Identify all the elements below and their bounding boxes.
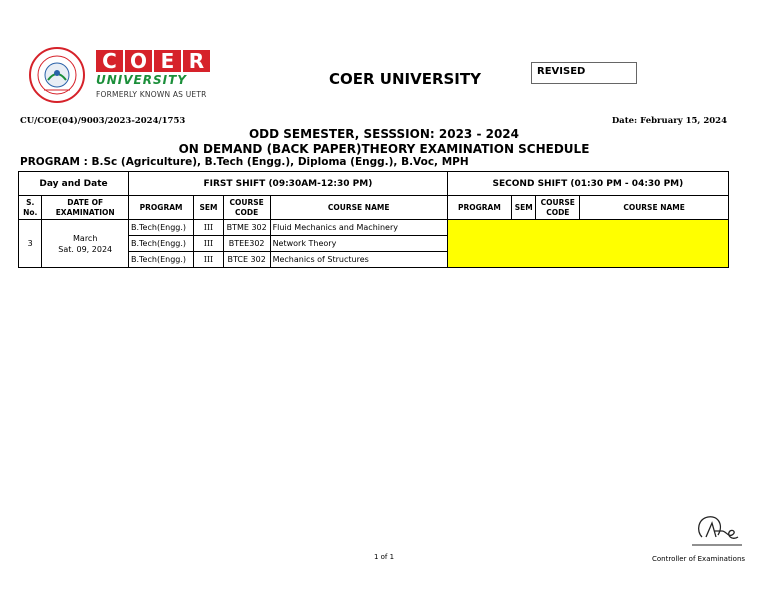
program-cell: B.Tech(Engg.) (129, 252, 194, 268)
signature-icon (688, 507, 744, 551)
program-header-second-shift: PROGRAM (447, 196, 511, 220)
logo-letter: E (154, 50, 181, 72)
course-code-header-second-shift: COURSE CODE (536, 196, 580, 220)
university-seal-logo (24, 46, 90, 104)
logo-letter: C (96, 50, 123, 72)
coer-brand-logo (96, 50, 216, 99)
logo-formerly-text: FORMERLY KNOWN AS UETR (96, 90, 207, 99)
signatory-title: Controller of Examinations (652, 555, 746, 563)
first-shift-header: FIRST SHIFT (09:30AM-12:30 PM) (129, 172, 448, 196)
program-cell: B.Tech(Engg.) (129, 220, 194, 236)
course-name-cell: Fluid Mechanics and Machinery (270, 220, 447, 236)
exam-schedule-table (18, 171, 729, 268)
logo-letters (96, 50, 216, 72)
logo-letter: O (125, 50, 152, 72)
course-name-cell: Mechanics of Structures (270, 252, 447, 268)
course-name-header: COURSE NAME (270, 196, 447, 220)
issue-date: Date: February 15, 2024 (611, 116, 727, 126)
course-code-cell: BTEE302 (223, 236, 270, 252)
exam-date-cell (42, 220, 129, 268)
page-number: 1 of 1 (373, 553, 395, 561)
sem-cell: III (194, 236, 224, 252)
course-name-cell: Network Theory (270, 236, 447, 252)
semester-heading: ODD SEMESTER, SESSSION: 2023 - 2024 (248, 127, 519, 141)
sem-header: SEM (194, 196, 224, 220)
serial-number: 3 (19, 220, 42, 268)
schedule-heading: ON DEMAND (BACK PAPER)THEORY EXAMINATION SCHEDULE (178, 142, 590, 156)
program-header: PROGRAM (129, 196, 194, 220)
university-title: COER UNIVERSITY (329, 70, 481, 88)
table-row (19, 220, 729, 236)
logo-university-text: UNIVERSITY (96, 73, 187, 87)
reference-number: CU/COE(04)/9003/2023-2024/1753 (20, 116, 186, 126)
sem-cell: III (194, 252, 224, 268)
logo-letter: R (183, 50, 210, 72)
exam-month: March (73, 233, 98, 243)
column-header-row (19, 196, 729, 220)
course-code-cell: BTME 302 (223, 220, 270, 236)
group-header-row (19, 172, 729, 196)
sem-header-second-shift: SEM (511, 196, 535, 220)
exam-day: Sat. 09, 2024 (58, 244, 113, 254)
course-name-header-second-shift: COURSE NAME (580, 196, 729, 220)
program-cell: B.Tech(Engg.) (129, 236, 194, 252)
exam-date-header: DATE OF EXAMINATION (42, 196, 129, 220)
sem-cell: III (194, 220, 224, 236)
second-shift-empty-highlight (447, 220, 728, 268)
day-date-header: Day and Date (19, 172, 129, 196)
sno-header: S. No. (19, 196, 42, 220)
second-shift-header: SECOND SHIFT (01:30 PM - 04:30 PM) (447, 172, 728, 196)
revised-box: REVISED (531, 62, 637, 84)
course-code-header: COURSE CODE (223, 196, 270, 220)
course-code-cell: BTCE 302 (223, 252, 270, 268)
program-heading: PROGRAM : B.Sc (Agriculture), B.Tech (Engg.), Diploma (Engg.), B.Voc, MPH (20, 156, 469, 168)
